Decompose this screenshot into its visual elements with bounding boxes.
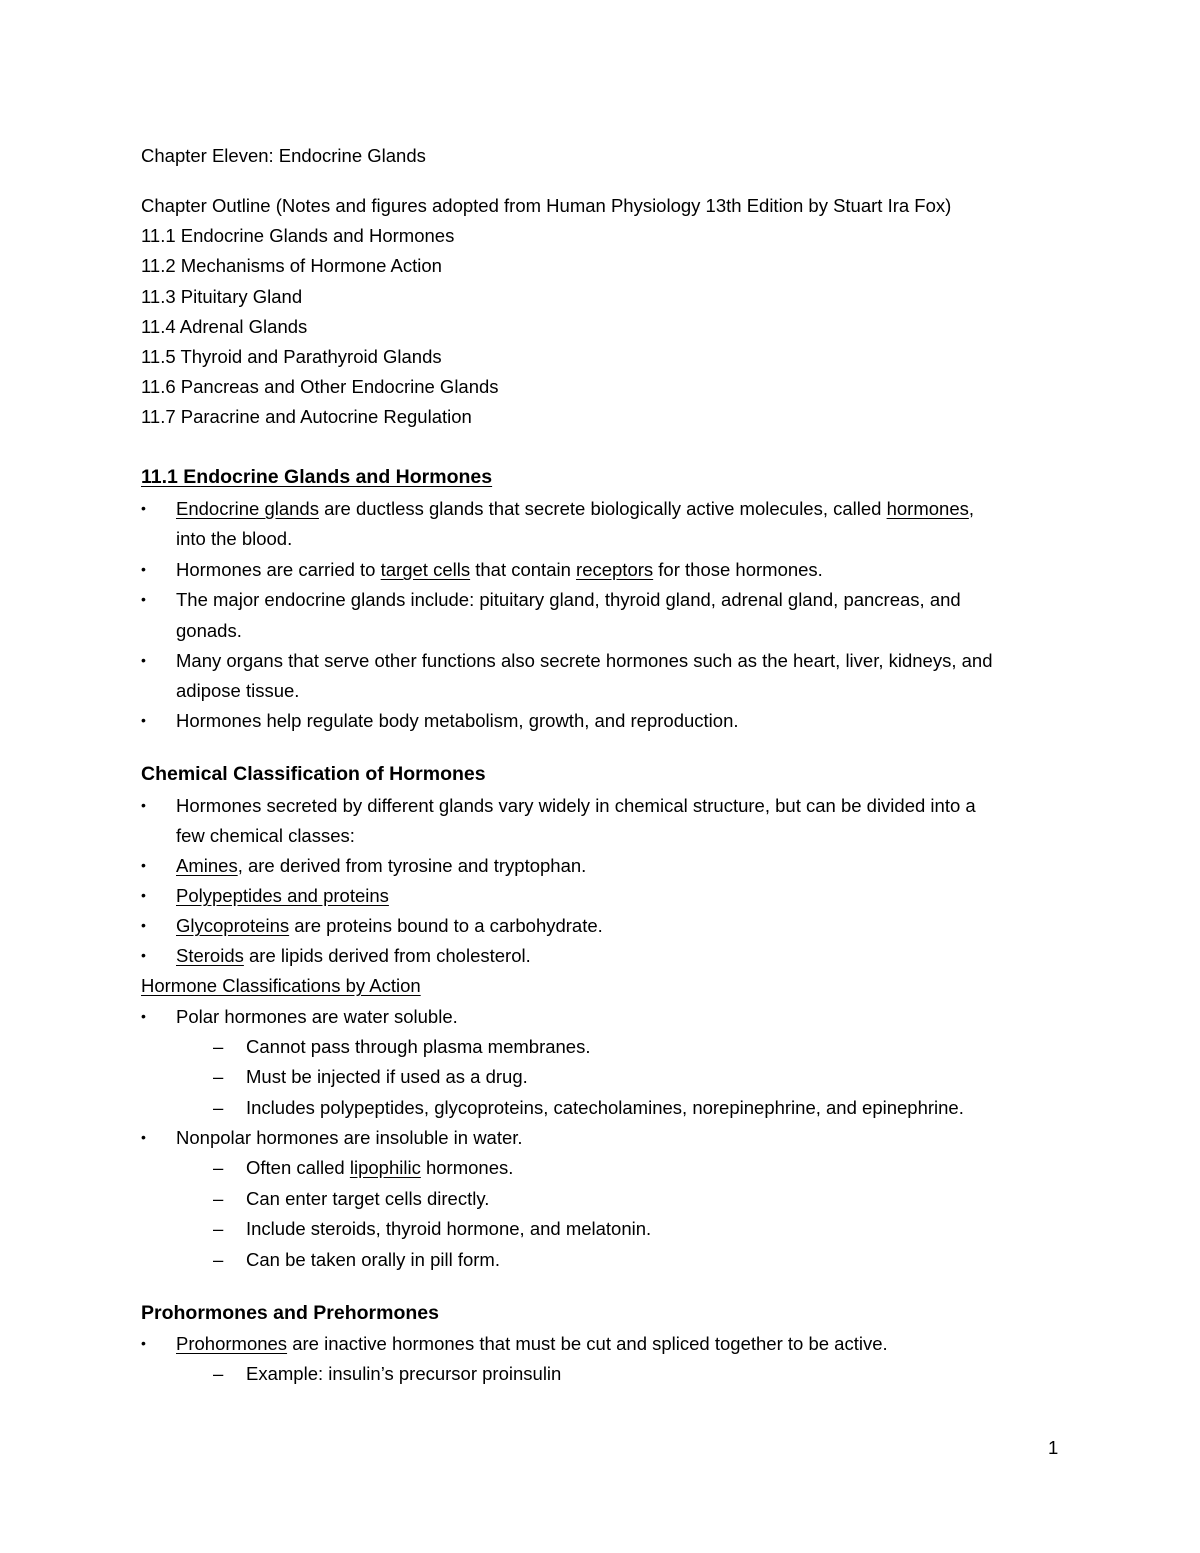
bullet-text: Nonpolar hormones are insoluble in water. <box>176 1127 523 1148</box>
bullet-text-part: are inactive hormones that must be cut and spliced together to be active. <box>287 1333 888 1354</box>
bullet-icon: • <box>141 652 146 668</box>
sub-bullet-text: Cannot pass through plasma membranes. <box>246 1036 591 1057</box>
sub-bullet-text: Can enter target cells directly. <box>246 1188 490 1209</box>
section-heading-prohormones: Prohormones and Prehormones <box>141 1302 439 1324</box>
dash-icon: – <box>213 1066 224 1087</box>
outline-item: 11.3 Pituitary Gland <box>141 286 303 307</box>
dash-icon: – <box>213 1249 224 1270</box>
dash-icon: – <box>213 1097 224 1118</box>
term-steroids: Steroids <box>176 945 244 966</box>
sub-bullet-text: Include steroids, thyroid hormone, and melatonin. <box>246 1218 652 1239</box>
bullet-text <box>176 1332 888 1356</box>
term-amines: Amines <box>176 855 238 876</box>
bullet-text-part: are lipids derived from cholesterol. <box>243 945 531 966</box>
bullet-text: Hormones secreted by different glands vary widely in chemical structure, but can be divided into a <box>176 795 976 816</box>
sub-bullet-text-part: Often called <box>246 1157 350 1178</box>
sub-bullet-text: Includes polypeptides, glycoproteins, catecholamines, norepinephrine, and epinephrine. <box>246 1097 964 1118</box>
dash-icon: – <box>213 1218 224 1239</box>
section-heading-chemical-classification: Chemical Classification of Hormones <box>141 763 486 785</box>
bullet-text: The major endocrine glands include: pituitary gland, thyroid gland, adrenal gland, pancreas, and <box>176 589 961 610</box>
bullet-text-part: Hormones are carried to <box>176 559 381 580</box>
bullet-text-part: , <box>968 498 975 519</box>
bullet-text-part: are ductless glands that secrete biologically active molecules, called <box>318 498 887 519</box>
sub-bullet-text: Must be injected if used as a drug. <box>246 1066 528 1087</box>
sub-bullet-text: Example: insulin’s precursor proinsulin <box>246 1363 562 1384</box>
dash-icon: – <box>213 1157 224 1178</box>
term-lipophilic: lipophilic <box>349 1157 421 1178</box>
bullet-text <box>176 497 974 521</box>
term-endocrine-glands: Endocrine glands <box>176 498 319 519</box>
bullet-continuation: into the blood. <box>176 528 293 549</box>
bullet-text: Many organs that serve other functions also secrete hormones such as the heart, liver, kidneys, and <box>176 650 993 671</box>
outline-item: 11.7 Paracrine and Autocrine Regulation <box>141 406 472 427</box>
section-heading-11-1: 11.1 Endocrine Glands and Hormones <box>141 466 493 488</box>
dash-icon: – <box>213 1363 224 1384</box>
outline-item: 11.2 Mechanisms of Hormone Action <box>141 255 442 276</box>
bullet-text <box>176 558 823 582</box>
bullet-icon: • <box>141 857 146 873</box>
subheading-classifications-by-action: Hormone Classifications by Action <box>141 975 421 996</box>
bullet-text: Hormones help regulate body metabolism, growth, and reproduction. <box>176 710 739 731</box>
bullet-icon: • <box>141 887 146 903</box>
term-prohormones: Prohormones <box>176 1333 288 1354</box>
bullet-continuation: few chemical classes: <box>176 825 355 846</box>
bullet-icon: • <box>141 947 146 963</box>
bullet-icon: • <box>141 500 146 516</box>
term-hormones: hormones <box>886 498 969 519</box>
bullet-continuation: adipose tissue. <box>176 680 300 701</box>
bullet-text-part: that contain <box>470 559 577 580</box>
bullet-text <box>176 854 586 878</box>
bullet-text-part: are proteins bound to a carbohydrate. <box>289 915 603 936</box>
bullet-continuation: gonads. <box>176 620 242 641</box>
term-target-cells: target cells <box>380 559 471 580</box>
bullet-icon: • <box>141 1008 146 1024</box>
outline-header: Chapter Outline (Notes and figures adopted from Human Physiology 13th Edition by Stuart Ira Fox) <box>141 195 952 216</box>
bullet-text <box>176 944 531 968</box>
bullet-text-part: , are derived from tyrosine and tryptophan. <box>237 855 587 876</box>
dash-icon: – <box>213 1036 224 1057</box>
bullet-icon: • <box>141 917 146 933</box>
bullet-icon: • <box>141 591 146 607</box>
bullet-text <box>176 914 603 938</box>
bullet-text: Polar hormones are water soluble. <box>176 1006 458 1027</box>
sub-bullet-text-part: hormones. <box>420 1157 514 1178</box>
bullet-icon: • <box>141 561 146 577</box>
outline-item: 11.5 Thyroid and Parathyroid Glands <box>141 346 442 367</box>
bullet-text-part: for those hormones. <box>653 559 823 580</box>
chapter-title: Chapter Eleven: Endocrine Glands <box>141 145 426 166</box>
term-polypeptides-and-proteins: Polypeptides and proteins <box>176 885 389 906</box>
term-receptors: receptors <box>576 559 654 580</box>
outline-item: 11.4 Adrenal Glands <box>141 316 308 337</box>
dash-icon: – <box>213 1188 224 1209</box>
outline-item: 11.6 Pancreas and Other Endocrine Glands <box>141 376 499 397</box>
bullet-icon: • <box>141 1129 146 1145</box>
bullet-icon: • <box>141 1335 146 1351</box>
bullet-icon: • <box>141 712 146 728</box>
term-glycoproteins: Glycoproteins <box>176 915 290 936</box>
page-number: 1 <box>1048 1437 1059 1458</box>
sub-bullet-text <box>246 1156 513 1180</box>
bullet-icon: • <box>141 797 146 813</box>
outline-item: 11.1 Endocrine Glands and Hormones <box>141 225 455 246</box>
sub-bullet-text: Can be taken orally in pill form. <box>246 1249 500 1270</box>
